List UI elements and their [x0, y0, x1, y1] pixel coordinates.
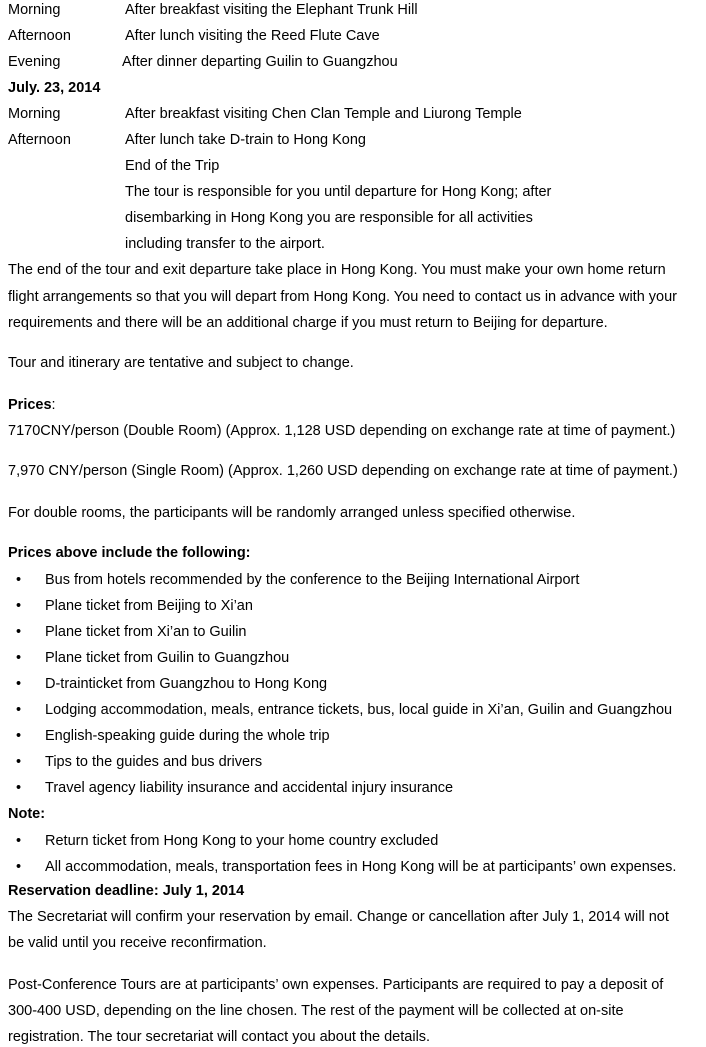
list-item: Tips to the guides and bus drivers: [45, 754, 263, 770]
price-double: 7170CNY/person (Double Room) (Approx. 1,128 USD depending on exchange rate at time of payment.): [8, 423, 676, 439]
list-item: Plane ticket from Xi’an to Guilin: [45, 624, 247, 640]
list-item: D-trainticket from Guangzhou to Hong Kong: [45, 676, 328, 692]
time-label: Morning: [8, 2, 61, 18]
prices-heading: Prices:: [8, 397, 56, 413]
bullet: •: [16, 572, 22, 588]
time-label: Afternoon: [8, 132, 71, 148]
activity-text: After breakfast visiting the Elephant Trunk Hill: [125, 2, 418, 18]
bullet: •: [16, 754, 22, 770]
list-item: Plane ticket from Beijing to Xi’an: [45, 598, 253, 614]
bullet: •: [16, 598, 22, 614]
paragraph-line: Post-Conference Tours are at participants’ own expenses. Participants are required to pay a deposit of: [8, 977, 664, 993]
time-label: Morning: [8, 106, 61, 122]
price-single: 7,970 CNY/person (Single Room) (Approx. 1,260 USD depending on exchange rate at time of payment.): [8, 463, 678, 479]
paragraph-line: be valid until you receive reconfirmation.: [8, 935, 267, 951]
note-heading: Note:: [8, 806, 46, 822]
bullet: •: [16, 650, 22, 666]
responsibility-text: including transfer to the airport.: [125, 236, 325, 252]
list-item: All accommodation, meals, transportation fees in Hong Kong will be at participants’ own expenses.: [45, 859, 677, 875]
end-of-trip: End of the Trip: [125, 158, 220, 174]
responsibility-text: disembarking in Hong Kong you are responsible for all activities: [125, 210, 533, 226]
bullet: •: [16, 676, 22, 692]
list-item: Travel agency liability insurance and accidental injury insurance: [45, 780, 454, 796]
list-item: Return ticket from Hong Kong to your home country excluded: [45, 833, 439, 849]
time-label: Afternoon: [8, 28, 71, 44]
list-item: Lodging accommodation, meals, entrance tickets, bus, local guide in Xi’an, Guilin and Guangzhou: [45, 702, 673, 718]
time-label: Evening: [8, 54, 61, 70]
bullet: •: [16, 624, 22, 640]
paragraph-line: 300-400 USD, depending on the line chosen. The rest of the payment will be collected at on-site: [8, 1003, 624, 1019]
bullet: •: [16, 859, 22, 875]
activity-text: After breakfast visiting Chen Clan Temple and Liurong Temple: [125, 106, 522, 122]
bullet: •: [16, 780, 22, 796]
activity-text: After lunch take D-train to Hong Kong: [125, 132, 366, 148]
bullet: •: [16, 833, 22, 849]
activity-text: After dinner departing Guilin to Guangzhou: [122, 54, 398, 70]
includes-heading: Prices above include the following:: [8, 545, 251, 561]
paragraph-line: requirements and there will be an additional charge if you must return to Beijing for departure.: [8, 315, 608, 331]
paragraph-line: The end of the tour and exit departure take place in Hong Kong. You must make your own home return: [8, 262, 666, 278]
bullet: •: [16, 702, 22, 718]
list-item: Plane ticket from Guilin to Guangzhou: [45, 650, 290, 666]
list-item: Bus from hotels recommended by the conference to the Beijing International Airport: [45, 572, 580, 588]
day-date: July. 23, 2014: [8, 80, 101, 96]
double-room-note: For double rooms, the participants will be randomly arranged unless specified otherwise.: [8, 505, 576, 521]
activity-text: After lunch visiting the Reed Flute Cave: [125, 28, 380, 44]
list-item: English-speaking guide during the whole trip: [45, 728, 330, 744]
paragraph-line: registration. The tour secretariat will contact you about the details.: [8, 1029, 431, 1045]
bullet: •: [16, 728, 22, 744]
paragraph-line: The Secretariat will confirm your reservation by email. Change or cancellation after July 1, 2014 will not: [8, 909, 669, 925]
responsibility-text: The tour is responsible for you until departure for Hong Kong; after: [125, 184, 552, 200]
tentative-note: Tour and itinerary are tentative and subject to change.: [8, 355, 354, 371]
reservation-heading: Reservation deadline: July 1, 2014: [8, 883, 245, 899]
paragraph-line: flight arrangements so that you will depart from Hong Kong. You need to contact us in advance with your: [8, 289, 678, 305]
